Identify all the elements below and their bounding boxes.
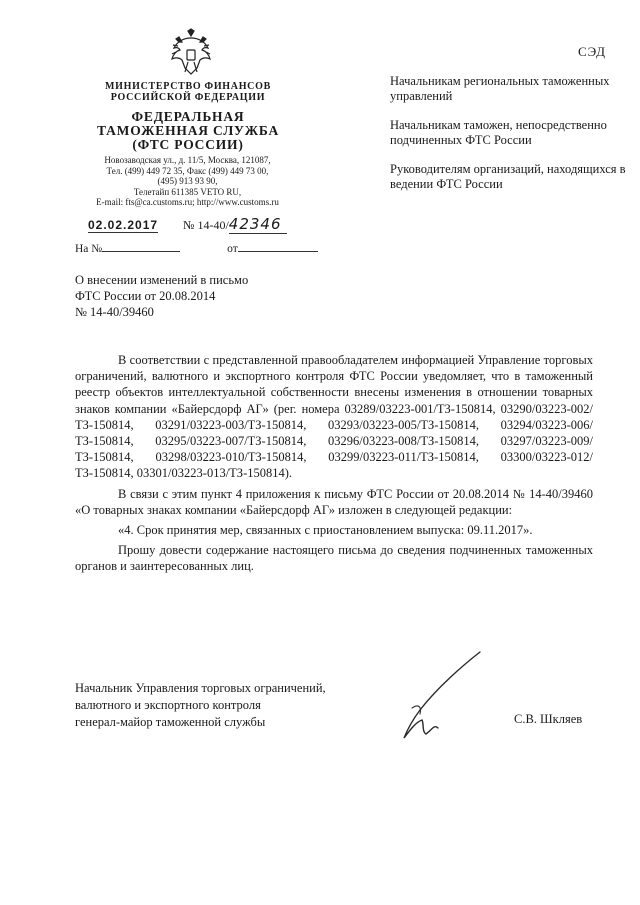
letter-body: [75, 352, 593, 579]
service-line-3: (ФТС РОССИИ): [132, 137, 244, 152]
contact-phone: Тел. (499) 449 72 35, Факс (499) 449 73 00,: [106, 165, 269, 176]
coat-of-arms-emblem: [168, 28, 214, 78]
contact-phone-2: (495) 913 93 90,: [157, 176, 218, 186]
signatory-position: [75, 680, 375, 731]
addressee-organizations: Руководителям организаций, находящихся в ведении ФТС России: [390, 162, 626, 191]
reference-number-label: На №: [75, 243, 103, 255]
signatory-position-line-1: Начальник Управления торговых ограничений,: [75, 681, 326, 695]
reference-number-blank: [102, 240, 180, 252]
addressee-regional: Начальникам региональных таможенных управлений: [390, 74, 610, 103]
subject-line-2: ФТС России от 20.08.2014: [75, 289, 216, 303]
sender-contacts: [80, 155, 295, 208]
body-paragraph-2: В связи с этим пункт 4 приложения к письму ФТС России от 20.08.2014 № 14-40/39460 «О товарных знаках компании «Байерсдорф АГ» изложен в следующей редакции:: [75, 486, 593, 517]
ministry-line-2: РОССИЙСКОЙ ФЕДЕРАЦИИ: [110, 92, 266, 103]
body-paragraph-1: В соответствии с представленной правообладателем информацией Управление торговых ограничений, валютного и экспортного контроля ФТС России уведомляет, что в таможенный реестр объектов интеллектуальной собственности внесены изменения в отношении товарных знаков компании «Байерсдорф АГ» (рег. номера 03289/03223-001/ТЗ-150814, 03290/03223-002/ТЗ-150814, 03291/03223-003/ТЗ-150814, 03293/03223-005/ТЗ-150814, 03294/03223-006/ТЗ-150814, 03295/03223-007/ТЗ-150814, 03296/03223-008/ТЗ-150814, 03297/03223-009/ТЗ-150814, 03298/03223-010/ТЗ-150814, 03299/03223-011/ТЗ-150814, 03300/03223-012/ТЗ-150814, 03301/03223-013/ТЗ-150814).: [75, 353, 593, 481]
handwritten-signature: [392, 648, 492, 748]
contact-teletype: Телетайп 611385 VETO RU,: [133, 186, 242, 197]
addressees-block: [390, 74, 630, 206]
addressee-customs: Начальникам таможен, непосредственно подчиненных ФТС России: [390, 118, 607, 147]
registration-date: 02.02.2017: [88, 218, 159, 232]
reference-date-blank: [238, 240, 318, 252]
service-line-1: ФЕДЕРАЛЬНАЯ: [131, 109, 245, 124]
ministry-line-1: МИНИСТЕРСТВО ФИНАНСОВ: [105, 81, 271, 92]
sed-mark: СЭД: [578, 44, 607, 59]
registration-number-handwritten: 42346: [229, 215, 287, 234]
registration-line: [88, 215, 287, 234]
body-paragraph-4: Прошу довести содержание настоящего письма до сведения подчиненных таможенных органов и заинтересованных лиц.: [75, 543, 593, 574]
contact-address: Новозаводская ул., д. 11/5, Москва, 121087,: [104, 155, 271, 165]
signatory-position-line-3: генерал-майор таможенной службы: [75, 715, 266, 729]
subject-line-1: О внесении изменений в письмо: [75, 273, 249, 287]
service-line-2: ТАМОЖЕННАЯ СЛУЖБА: [96, 123, 280, 138]
signatory-name: С.В. Шкляев: [514, 712, 583, 726]
reference-date-label: от: [227, 243, 238, 255]
letter-subject: [75, 272, 305, 320]
registration-number-prefix: № 14-40/: [183, 218, 229, 232]
ministry-header: [88, 81, 288, 103]
contact-email: E-mail: fts@ca.customs.ru; http://www.customs.ru: [96, 197, 279, 207]
service-header: [88, 110, 288, 152]
body-paragraph-3: «4. Срок принятия мер, связанных с приостановлением выпуска: 09.11.2017».: [118, 523, 533, 538]
reference-line: [75, 240, 318, 255]
signatory-position-line-2: валютного и экспортного контроля: [75, 698, 261, 712]
subject-line-3: № 14-40/39460: [75, 305, 154, 319]
